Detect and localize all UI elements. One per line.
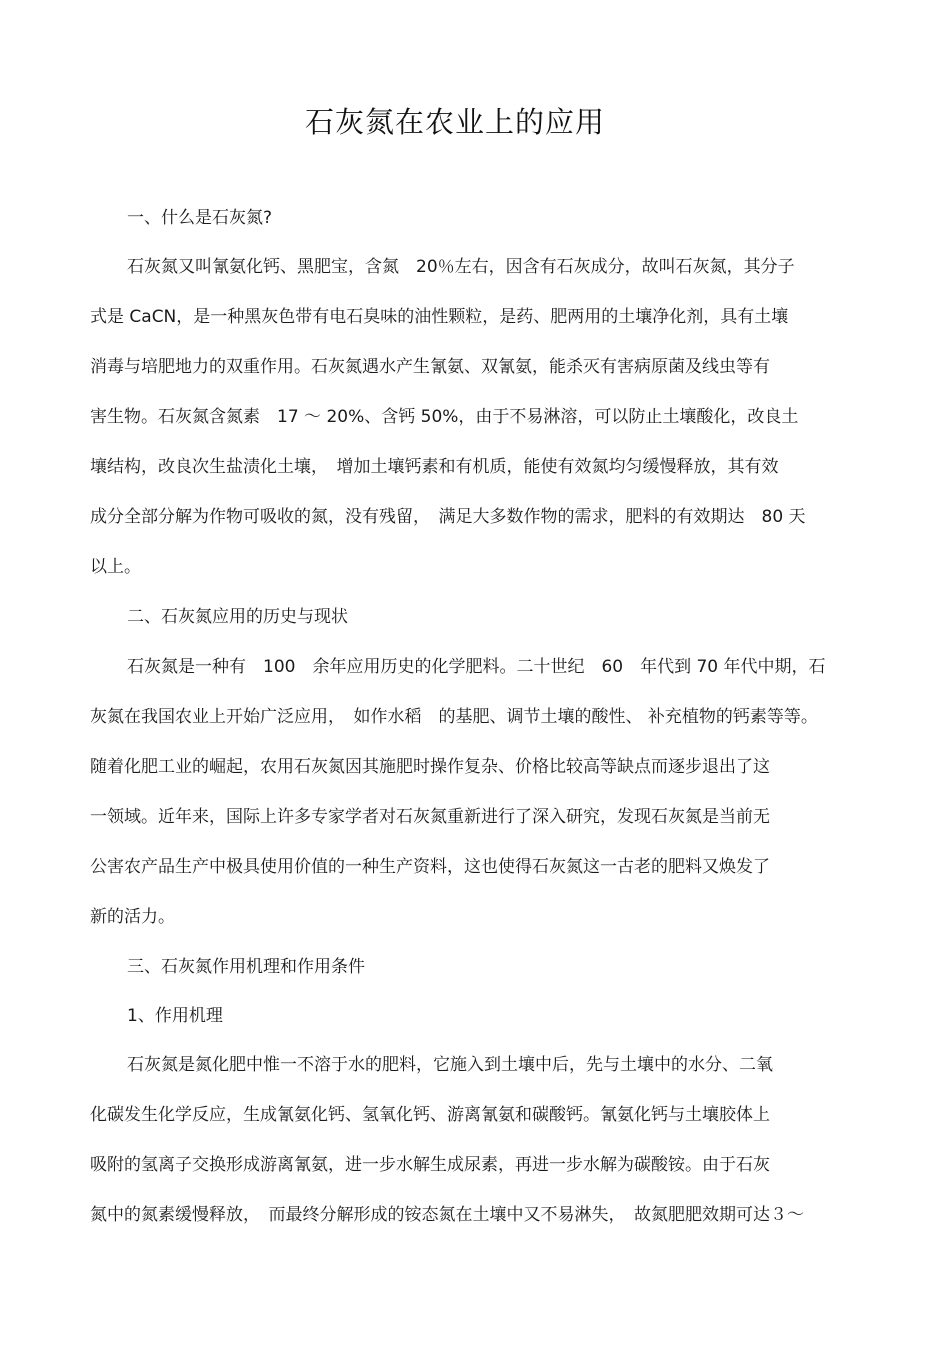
section-heading-1: 一、什么是石灰氮? xyxy=(127,208,273,228)
paragraph-line: 害生物。石灰氮含氮素 17 ～ 20%、含钙 50%，由于不易淋溶，可以防止土壤酸化，改良土 xyxy=(90,407,799,427)
paragraph-line: 以上。 xyxy=(90,557,141,577)
paragraph-line: 一领域。近年来，国际上许多专家学者对石灰氮重新进行了深入研究，发现石灰氮是当前无 xyxy=(90,807,770,827)
paragraph-line: 化碳发生化学反应，生成氰氨化钙、氢氧化钙、游离氰氨和碳酸钙。氰氨化钙与土壤胶体上 xyxy=(90,1105,770,1125)
subsection-heading: 1、作用机理 xyxy=(127,1006,223,1026)
paragraph-line: 新的活力。 xyxy=(90,907,175,927)
page-title: 石灰氮在农业上的应用 xyxy=(304,105,605,139)
paragraph-line: 随着化肥工业的崛起，农用石灰氮因其施肥时操作复杂、价格比较高等缺点而逐步退出了这 xyxy=(90,757,770,777)
paragraph-line: 吸附的氢离子交换形成游离氰氨，进一步水解生成尿素，再进一步水解为碳酸铵。由于石灰 xyxy=(90,1155,770,1175)
paragraph-line: 式是 CaCN，是一种黑灰色带有电石臭味的油性颗粒，是药、肥两用的土壤净化剂，具有土壤 xyxy=(90,307,789,327)
section-heading-2: 二、石灰氮应用的历史与现状 xyxy=(127,607,348,627)
paragraph-line: 成分全部分解为作物可吸收的氮，没有残留， 满足大多数作物的需求，肥料的有效期达 80 天 xyxy=(90,507,806,527)
paragraph-line: 公害农产品生产中极具使用价值的一种生产资料，这也使得石灰氮这一古老的肥料又焕发了 xyxy=(90,857,770,877)
paragraph-line: 石灰氮是一种有 100 余年应用历史的化学肥料。二十世纪 60 年代到 70 年代中期，石 xyxy=(127,657,826,677)
paragraph-line: 壤结构，改良次生盐渍化土壤， 增加土壤钙素和有机质，能使有效氮均匀缓慢释放，其有效 xyxy=(90,457,779,477)
section-heading-3: 三、石灰氮作用机理和作用条件 xyxy=(127,957,365,977)
paragraph-line: 灰氮在我国农业上开始广泛应用， 如作水稻 的基肥、调节土壤的酸性、 补充植物的钙素等等。 xyxy=(90,707,818,727)
paragraph-line: 消毒与培肥地力的双重作用。石灰氮遇水产生氰氨、双氰氨，能杀灭有害病原菌及线虫等有 xyxy=(90,357,770,377)
paragraph-line: 氮中的氮素缓慢释放， 而最终分解形成的铵态氮在土壤中又不易淋失， 故氮肥肥效期可达３～ xyxy=(90,1205,804,1225)
paragraph-line: 石灰氮又叫氰氨化钙、黑肥宝，含氮 20％左右，因含有石灰成分，故叫石灰氮，其分子 xyxy=(127,257,795,277)
paragraph-line: 石灰氮是氮化肥中惟一不溶于水的肥料，它施入到土壤中后，先与土壤中的水分、二氧 xyxy=(127,1055,773,1075)
